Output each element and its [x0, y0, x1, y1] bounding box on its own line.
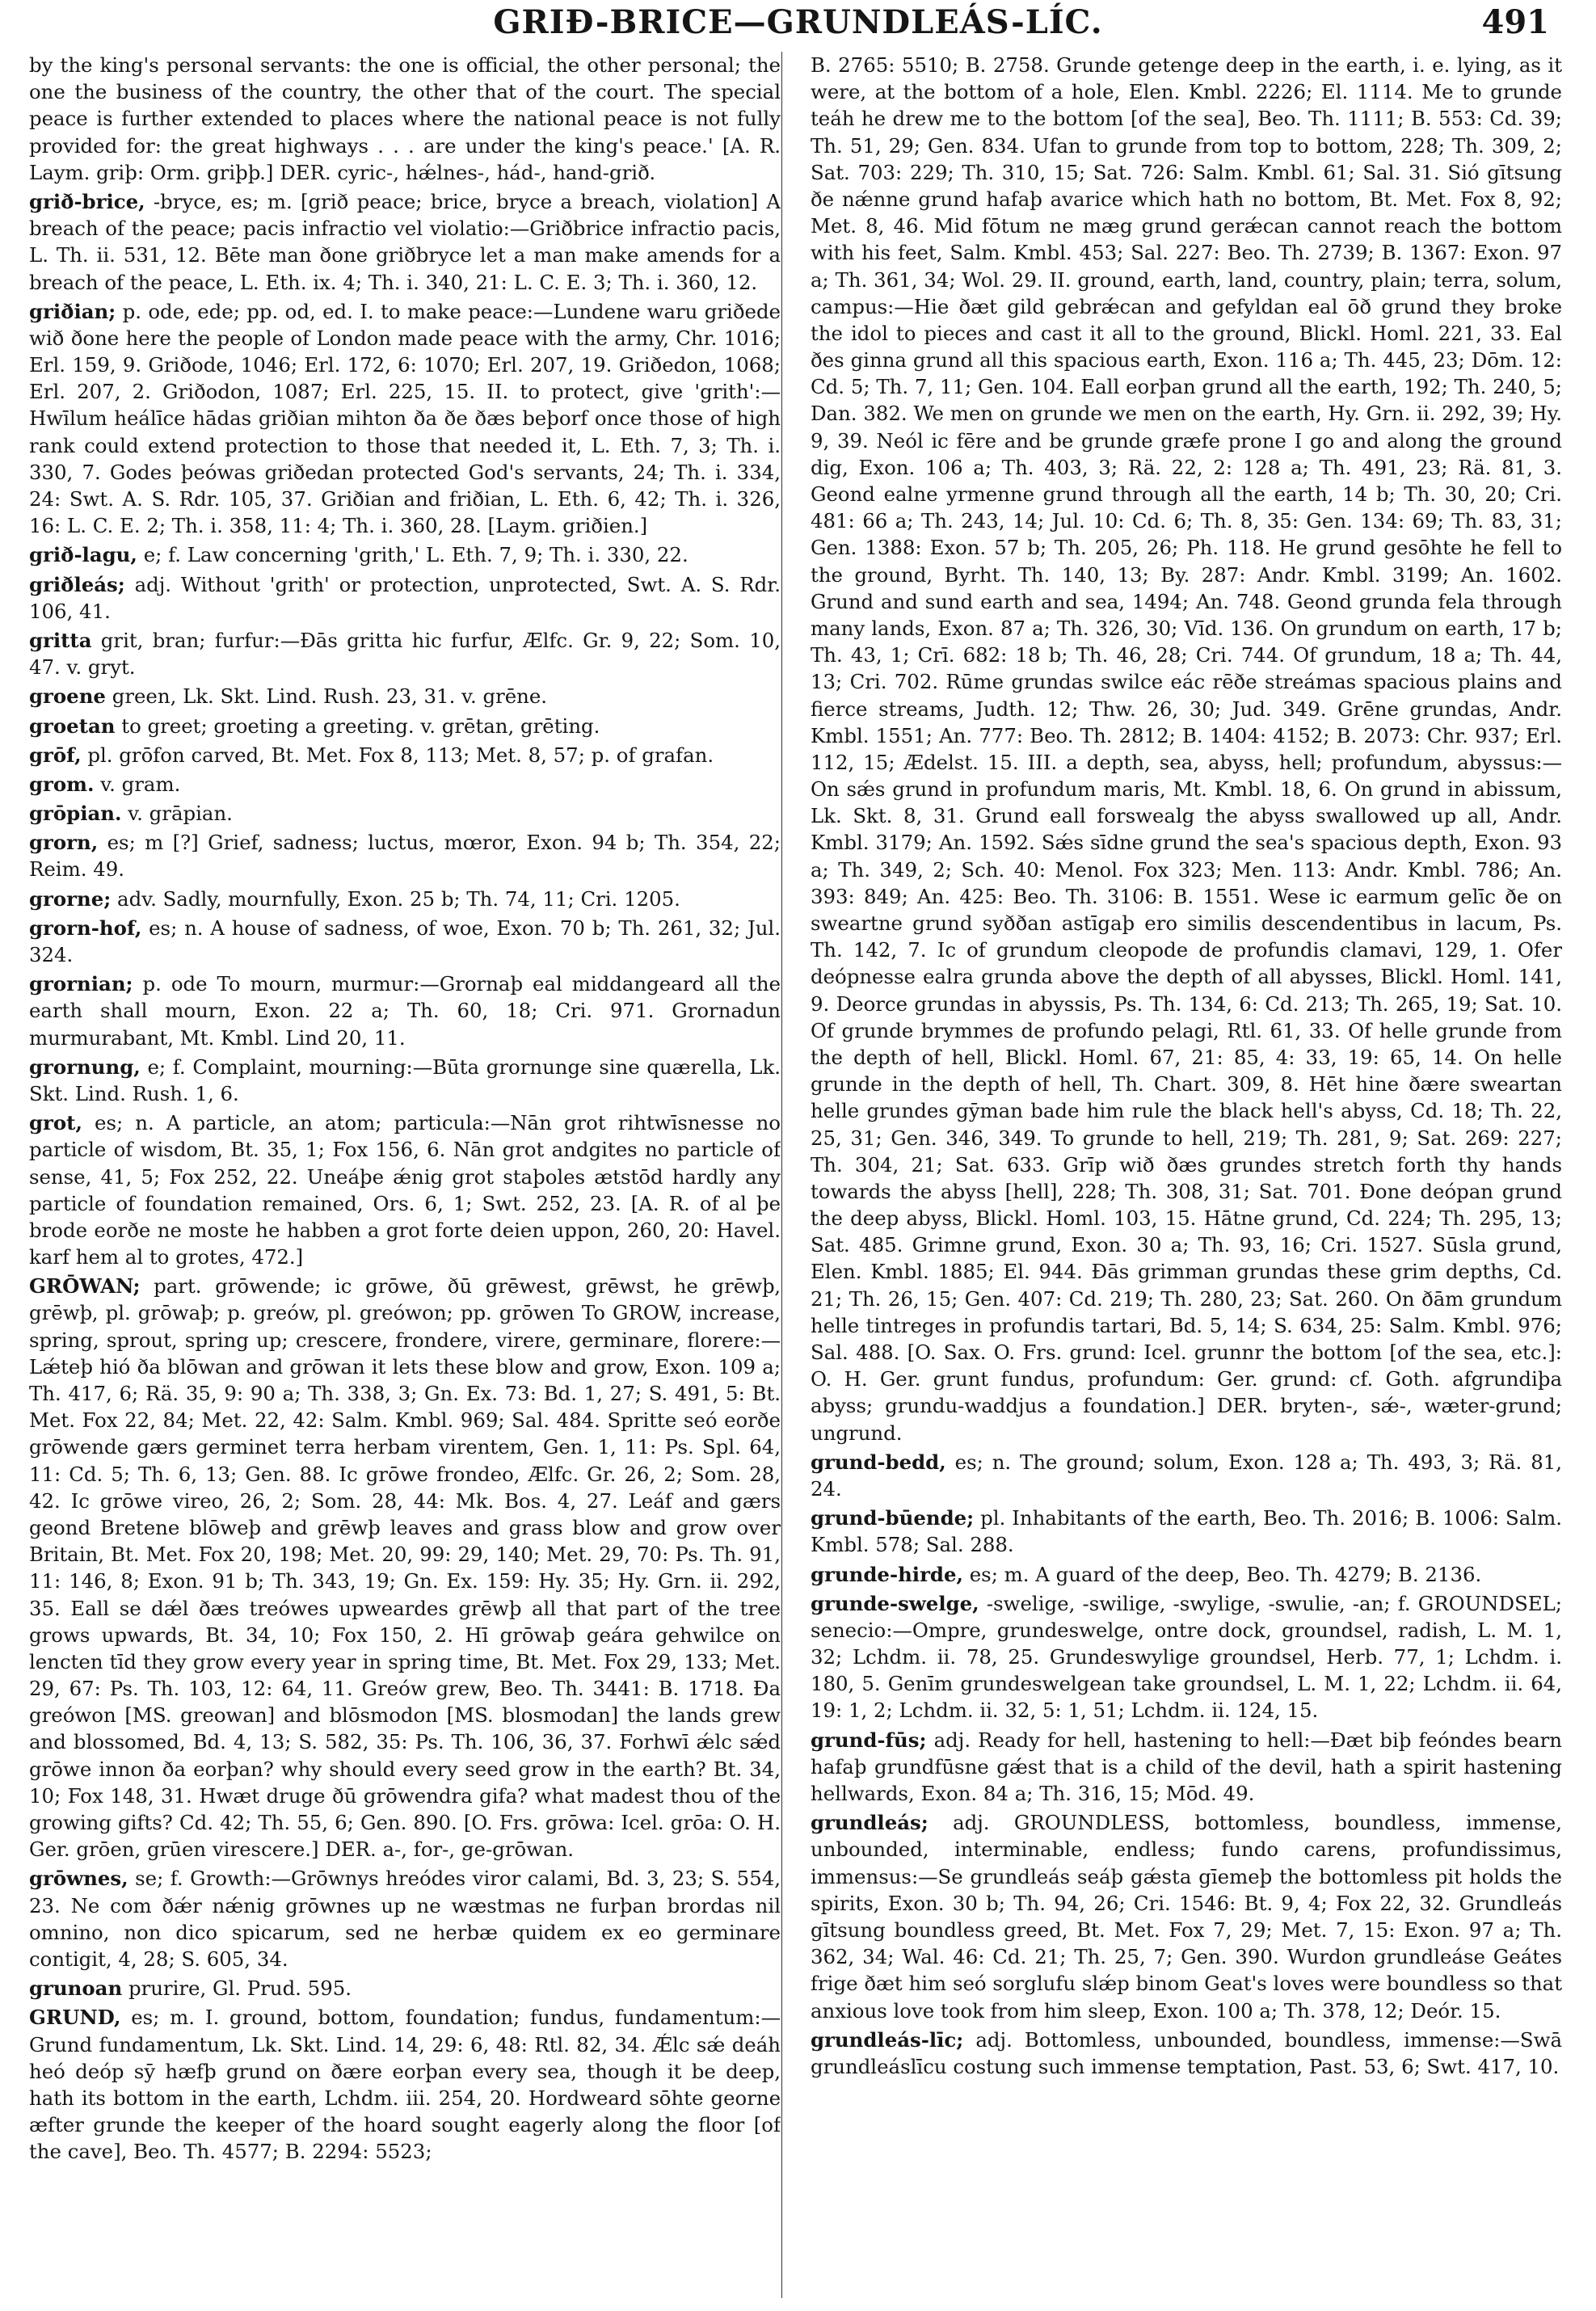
entry-text: to greet; groeting a greeting. v. grētan, grēting. — [121, 714, 600, 738]
page-number: 491 — [1481, 3, 1549, 41]
dictionary-entry — [29, 52, 781, 186]
dictionary-entry — [811, 52, 1562, 1446]
entry-headword: grōpian. — [29, 802, 122, 826]
entry-headword: grið-brice, — [29, 189, 145, 213]
column-divider — [781, 52, 782, 2298]
right-column — [811, 52, 1562, 2298]
entry-text: adj. Bottomless, unbounded, boundless, immense:—Swā grundleáslīcu costung such immense temptation, Past. 53, 6; Swt. 417, 10. — [811, 2027, 1562, 2078]
dictionary-entry — [811, 2027, 1562, 2080]
entry-headword: groetan — [29, 714, 116, 738]
entry-headword: grom. — [29, 772, 95, 796]
dictionary-entry — [29, 1054, 781, 1107]
dictionary-entry — [29, 742, 781, 768]
entry-headword: grornung, — [29, 1054, 141, 1079]
entry-headword: GRŌWAN; — [29, 1274, 141, 1299]
dictionary-entry — [29, 2004, 781, 2165]
dictionary-entry — [811, 1449, 1562, 1502]
entry-text: adv. Sadly, mournfully, Exon. 25 b; Th. 74, 11; Cri. 1205. — [117, 886, 680, 911]
entry-headword: grund-bedd, — [811, 1450, 946, 1474]
dictionary-entry — [29, 771, 781, 798]
entry-headword: grund-būende; — [811, 1506, 975, 1530]
entry-text: es; n. A particle, an atom; particula:—Nān grot rihtwīsnesse no particle of wisdom, Bt. 35, 1; Fox 156, 6. Nān grot andgites no particle of sense, 41, 5; Fox 252, 22. Uneáþe ǽnig grot staþoles ætstōd hardly any particle of foundation remained, Ors. 6, 1; Swt. 252, 23. [A. R. of al þe brode eorðe ne moste he habben a grot forte deien uppon, 260, 20: Havel. karf hem al to grotes, 472.] — [29, 1111, 781, 1269]
entry-text: es; n. A house of sadness, of woe, Exon. 70 b; Th. 261, 32; Jul. 324. — [29, 916, 781, 966]
entry-text: grit, bran; furfur:—Ðās gritta hic furfur, Ælfc. Gr. 9, 22; Som. 10, 47. v. gryt. — [29, 628, 781, 680]
entry-headword: grōwnes, — [29, 1867, 128, 1891]
page-header — [0, 0, 1596, 47]
dictionary-entry — [29, 713, 781, 739]
dictionary-entry — [29, 1109, 781, 1270]
dictionary-entry — [29, 571, 781, 625]
entry-headword: GRUND, — [29, 2006, 121, 2030]
dictionary-entry — [29, 683, 781, 709]
entry-text: part. grōwende; ic grōwe, ðū grēwest, grēwst, he grēwþ, grēwþ, pl. grōwaþ; p. greów, pl. greówon; pp. grōwen To GROW, increase, spring, sprout, spring up; crescere, frondere, virere, germinare, florere:—Lǽteþ hió ða blōwan and grōwan it lets these blow and grow, Exon. 109 a; Th. 417, 6; Rä. 35, 9: 90 a; Th. 338, 3; Gn. Ex. 73: Bd. 1, 27; S. 491, 5: Bt. Met. Fox 22, 84; Met. 22, 42: Salm. Kmbl. 969; Sal. 484. Spritte seó eorðe grōwende gærs germinet terra herbam virentem, Gen. 1, 11: Ps. Spl. 64, 11: Cd. 5; Th. 6, 13; Gen. 88. Ic grōwe frondeo, Ælfc. Gr. 26, 2; Som. 28, 42. Ic grōwe vireo, 26, 2; Som. 28, 44: Mk. Bos. 4, 27. Leáf and gærs geond Bretene blōweþ and grēwþ leaves and grass blow and grow over Britain, Bt. Met. Fox 20, 198; Met. 20, 99: 29, 140; Met. 29, 70: Ps. Th. 91, 11: 146, 8; Exon. 91 b; Th. 343, 19; Gn. Ex. 159: Hy. 35; Hy. Grn. ii. 292, 35. Eall se dǽl ðæs treówes upweardes grēwþ all that part of the tree grows upwards, Bt. 34, 10; Fox 150, 2. Hī grōwaþ geára gehwilce on lencten tīd they grow every year in spring time, Bt. Met. Fox 29, 133; Met. 29, 67: Ps. Th. 103, 12: 64, 11. Greów grew, Beo. Th. 3441: B. 1718. Ða greówon [MS. greowan] and blōsmodon [MS. blosmodan] the lands grew and blossomed, Bd. 4, 13; S. 582, 35: Ps. Th. 106, 36, 37. Forhwī ǽlc sǽd grōwe innon ða eorþan? why should every seed grow in the earth? Bt. 34, 10; Fox 148, 31. Hwæt druge ðū grōwendra gifa? what madest thou of the growing gifts? Cd. 42; Th. 55, 6; Gen. 890. [O. Frs. grōwa: Icel. grōa: O. H. Ger. grōen, grūen virescere.] DER. a-, for-, ge-grōwan. — [29, 1274, 781, 1862]
entry-headword: grundleás; — [811, 1811, 929, 1835]
running-title: GRIÐ-BRICE—GRUNDLEÁS-LÍC. — [493, 3, 1103, 41]
entry-text: B. 2765: 5510; B. 2758. Grunde getenge deep in the earth, i. e. lying, as it were, at the bottom of a hole, Elen. Kmbl. 2226; El. 1114. Me to grunde teáh he drew me to the bottom [of the sea], Beo. Th. 1111; B. 553: Cd. 39; Th. 51, 29; Gen. 834. Ufan to grunde from top to bottom, 228; Th. 309, 2; Sat. 703: 229; Th. 310, 15; Sat. 726: Salm. Kmbl. 61; Sal. 31. Sió gītsung ðe nǽnne grund hafaþ avarice which hath no bottom, Bt. Met. Fox 8, 92; Met. 8, 46. Mid fōtum ne mæg grund gerǽcan cannot reach the bottom with his feet, Salm. Kmbl. 453; Sal. 227: Beo. Th. 2739; B. 1367: Exon. 97 a; Th. 361, 34; Wol. 29. II. ground, earth, land, country, plain; terra, solum, campus:—Hie ðæt gild gebrǽcan and gefyldan eal ōð grund they broke the idol to pieces and cast it all to the ground, Blickl. Homl. 221, 33. Eal ðes ginna grund all this spacious earth, Exon. 116 a; Th. 445, 23; Dōm. 12: Cd. 5; Th. 7, 11; Gen. 104. Eall eorþan grund all the earth, 192; Th. 240, 5; Dan. 382. We men on grunde we men on the earth, Hy. Grn. ii. 292, 39; Hy. 9, 39. Neól ic fēre and be grunde græfe prone I go and along the ground dig, Exon. 106 a; Th. 403, 3; Rä. 22, 2: 128 a; Th. 491, 23; Rä. 81, 3. Geond ealne yrmenne grund through all the earth, 14 b; Th. 30, 20; Cri. 481: 66 a; Th. 243, 14; Jul. 10: Cd. 6; Th. 8, 35: Gen. 134: 69; Th. 83, 31; Gen. 1388: Exon. 57 b; Th. 205, 26; Ph. 118. He grund gesōhte he fell to the ground, Byrht. Th. 140, 13; By. 287: Andr. Kmbl. 3199; An. 1602. Grund and sund earth and sea, 1494; An. 748. Geond grunda fela through many lands, Exon. 87 a; Th. 326, 30; Vīd. 136. On grundum on earth, 17 b; Th. 43, 1; Crī. 682: 18 b; Th. 46, 28; Cri. 744. Of grundum, 18 a; Th. 44, 13; Cri. 702. Rūme grundas swilce eác rēðe streámas spacious plains and fierce streams, Judth. 12; Thw. 26, 30; Jud. 349. Grēne grundas, Andr. Kmbl. 1551; An. 777: Beo. Th. 2812; B. 1404: 4152; B. 2073: Chr. 937; Erl. 112, 15; Ædelst. 15. III. a depth, sea, abyss, hell; profundum, abyssus:—On sǽs grund in profundum maris, Mt. Kmbl. 18, 6. On grund in abissum, Lk. Skt. 8, 31. Grund eall forswealg the abyss swallowed up all, Andr. Kmbl. 3179; An. 1592. Sǽs sīdne grund the sea's spacious depth, Exon. 93 a; Th. 349, 2; Sch. 40: Menol. Fox 323; Men. 113: Andr. Kmbl. 786; An. 393: 849; An. 425: Beo. Th. 3106: B. 1551. Wese ic earmum gelīc ðe on sweartne grund syððan astīgaþ ero similis descendentibus in lacum, Ps. Th. 142, 7. Ic of grundum cleopode de profundis clamavi, 129, 1. Ofer deópnesse ealra grunda above the depth of all abysses, Blickl. Homl. 141, 9. Deorce grundas in abyssis, Ps. Th. 134, 6: Cd. 213; Th. 265, 19; Sat. 10. Of grunde brymmes de profundo pelagi, Rtl. 61, 33. Of helle grunde from the depth of hell, Blickl. Homl. 67, 21: 85, 4: 33, 19: 65, 14. On helle grunde in the depth of hell, Th. Chart. 309, 8. Hēt hine ðære sweartan helle grundes gȳman bade him rule the black hell's abyss, Cd. 18; Th. 22, 25, 31; Gen. 346, 349. To grunde to hell, 219; Th. 281, 9; Sat. 269: 227; Th. 304, 21; Sat. 633. Grīp wið ðæs grundes stretch forth thy hands towards the abyss [hell], 228; Th. 308, 31; Sat. 701. Ðone deópan grund the deep abyss, Blickl. Homl. 103, 15. Hātne grund, Cd. 224; Th. 295, 13; Sat. 485. Grimne grund, Exon. 30 a; Th. 93, 16; Cri. 1527. Sūsla grund, Elen. Kmbl. 1885; El. 944. Ðās grimman grundas these grim depths, Cd. 21; Th. 26, 15; Gen. 407: Cd. 219; Th. 280, 23; Sat. 260. On ðām grundum helle tintreges in profundis tartari, Bd. 5, 14; S. 634, 25: Salm. Kmbl. 976; Sal. 488. [O. Sax. O. Frs. grund: Icel. grunnr the bottom [of the sea, etc.]: O. H. Ger. grunt fundus, profundum: Ger. grund: cf. Goth. afgrundiþa abyss; grundu-waddjus a foundation.] DER. bryten-, sǽ-, wæter-grund; ungrund. — [811, 53, 1562, 1445]
entry-text: by the king's personal servants: the one is official, the other personal; the one the business of the country, the other that of the court. The special peace is further extended to places where the national peace is not fully provided for: the great highways . . . are under the king's peace.' [A. R. Laym. griþ: Orm. griþþ.] DER. cyric-, hǽlnes-, hád-, hand-grið. — [29, 53, 781, 184]
dictionary-entry — [811, 1590, 1562, 1724]
entry-headword: grōf, — [29, 743, 82, 767]
entry-headword: griðleás; — [29, 572, 125, 596]
entry-text: adj. Without 'grith' or protection, unprotected, Swt. A. S. Rdr. 106, 41. — [29, 572, 781, 623]
left-column — [29, 52, 781, 2298]
dictionary-entry — [29, 188, 781, 296]
entry-headword: grot, — [29, 1111, 82, 1135]
entry-text: adj. GROUNDLESS, bottomless, boundless, immense, unbounded, interminable, endless; fundo carens, profundissimus, immensus:—Se grundleás seáþ gǽsta gīemeþ the bottomless pit holds the spirits, Exon. 30 b; Th. 94, 26; Cri. 1546: Bt. 9, 4; Fox 22, 32. Grundleás gītsung boundless greed, Bt. Met. Fox 7, 29; Met. 7, 15: Exon. 97 a; Th. 362, 34; Wal. 46: Cd. 21; Th. 25, 7; Gen. 390. Wurdon grundleáse Geátes frige ðæt him seó sorglufu slǽp binom Geat's loves were boundless so that anxious love took from him sleep, Exon. 100 a; Th. 378, 12; Deór. 15. — [811, 1811, 1562, 2023]
entry-text: es; m [?] Grief, sadness; luctus, mœror, Exon. 94 b; Th. 354, 22; Reim. 49. — [29, 831, 781, 882]
entry-text: pl. grōfon carved, Bt. Met. Fox 8, 113; Met. 8, 57; p. of grafan. — [87, 743, 714, 767]
entry-text: es; n. The ground; solum, Exon. 128 a; Th. 493, 3; Rä. 81, 24. — [811, 1450, 1562, 1501]
entry-text: -bryce, es; m. [grið peace; brice, bryce a breach, violation] A breach of the peace; pacis infractio vel violatio:—Griðbrice infractio pacis, L. Th. ii. 531, 12. Bēte man ðone griðbryce let a man make amends for a breach of the peace, L. Eth. ix. 4; Th. i. 340, 21: L. C. E. 3; Th. i. 360, 12. — [29, 189, 781, 294]
dictionary-entry — [29, 541, 781, 568]
entry-headword: grorn, — [29, 831, 99, 855]
entry-headword: groene — [29, 684, 106, 709]
entry-headword: gritta — [29, 628, 92, 652]
entry-text: p. ode, ede; pp. od, ed. I. to make peace:—Lundene waru griðede wið ðone here the people of London made peace with the army, Chr. 1016; Erl. 159, 9. Griðode, 1046; Erl. 172, 6: 1070; Erl. 207, 19. Griðedon, 1068; Erl. 207, 2. Griðodon, 1087; Erl. 225, 15. II. to protect, give 'grith':—Hwīlum heálīce hādas griðian mihton ða ðe ðæs beþorf once those of high rank could extend protection to those that needed it, L. Eth. 7, 3; Th. i. 330, 7. Godes þeówas griðedan protected God's servants, 24; Th. i. 334, 24: Swt. A. S. Rdr. 105, 37. Griðian and friðian, L. Eth. 6, 42; Th. i. 326, 16: L. C. E. 2; Th. i. 358, 11: 4; Th. i. 360, 28. [Laym. griðien.] — [29, 299, 781, 538]
entry-text: v. grāpian. — [128, 802, 233, 826]
dictionary-entry — [29, 970, 781, 1051]
entry-text: v. gram. — [100, 772, 181, 796]
entry-text: es; m. A guard of the deep, Beo. Th. 4279; B. 2136. — [969, 1562, 1482, 1586]
dictionary-entry — [811, 1505, 1562, 1558]
entry-text: green, Lk. Skt. Lind. Rush. 23, 31. v. grēne. — [112, 684, 548, 709]
entry-text: -swelige, -swilige, -swylige, -swulie, -an; f. GROUNDSEL; senecio:—Ompre, grundeswelge, ontre dock, groundsel, radish, L. M. 1, 32; Lchdm. ii. 78, 25. Grundeswylige groundsel, Herb. 77, 1; Lchdm. i. 180, 5. Genīm grundeswelgean take groundsel, L. M. 1, 22; Lchdm. ii. 64, 19: 1, 2; Lchdm. ii. 32, 5: 1, 51; Lchdm. ii. 124, 15. — [811, 1591, 1562, 1723]
entry-headword: grund-fūs; — [811, 1728, 927, 1752]
entry-text: e; f. Law concerning 'grith,' L. Eth. 7, 9; Th. i. 330, 22. — [143, 543, 689, 567]
entry-headword: grið-lagu, — [29, 543, 137, 567]
entry-headword: grundleás-līc; — [811, 2027, 964, 2052]
dictionary-entry — [811, 1809, 1562, 2024]
entry-text: pl. Inhabitants of the earth, Beo. Th. 2016; B. 1006: Salm. Kmbl. 578; Sal. 288. — [811, 1506, 1562, 1557]
dictionary-entry — [29, 800, 781, 827]
entry-headword: grunoan — [29, 1976, 123, 2001]
dictionary-entry — [811, 1727, 1562, 1808]
entry-headword: grorne; — [29, 886, 112, 911]
entry-headword: grunde-swelge, — [811, 1591, 979, 1615]
entry-text: es; m. I. ground, bottom, foundation; fundus, fundamentum:—Grund fundamentum, Lk. Skt. Lind. 14, 29: 6, 48: Rtl. 82, 34. Ǽlc sǽ deáh heó deóp sȳ hæfþ grund on ðære eorþan every sea, though it be deep, hath its bottom in the earth, Lchdm. iii. 254, 20. Hordweard sōhte georne æfter grunde the keeper of the hoard sought eagerly along the floor [of the cave], Beo. Th. 4577; B. 2294: 5523; — [29, 2006, 781, 2164]
dictionary-entry — [29, 829, 781, 882]
dictionary-entry — [29, 298, 781, 540]
dictionary-entry — [29, 1865, 781, 1972]
dictionary-entry — [811, 1561, 1562, 1588]
entry-text: e; f. Complaint, mourning:—Būta grornunge sine quærella, Lk. Skt. Lind. Rush. 1, 6. — [29, 1054, 781, 1105]
entry-text: adj. Ready for hell, hastening to hell:—Ðæt biþ feóndes bearn hafaþ grundfūsne gǽst that is a child of the devil, hath a spirit hastening hellwards, Exon. 84 a; Th. 316, 15; Mōd. 49. — [811, 1728, 1562, 1805]
dictionary-entry — [29, 1273, 781, 1863]
dictionary-entry — [29, 915, 781, 968]
entry-text: se; f. Growth:—Grōwnys hreódes viror calami, Bd. 3, 23; S. 554, 23. Ne com ðǽr nǽnig grōwnes up ne wæstmas ne furþan brordas nil omnino, non dico spicarum, sed ne herbæ quidem ex eo germinare contigit, 4, 28; S. 605, 34. — [29, 1867, 781, 1971]
entry-text: prurire, Gl. Prud. 595. — [128, 1976, 352, 2001]
entry-headword: grunde-hirde, — [811, 1562, 963, 1586]
dictionary-entry — [29, 627, 781, 680]
dictionary-entry — [29, 1975, 781, 2002]
entry-headword: grornian; — [29, 972, 133, 996]
entry-text: p. ode To mourn, murmur:—Grornaþ eal middangeard all the earth shall mourn, Exon. 22 a; Th. 60, 18; Cri. 971. Grornadun murmurabant, Mt. Kmbl. Lind 20, 11. — [29, 972, 781, 1050]
dictionary-entry — [29, 886, 781, 912]
entry-headword: griðian; — [29, 299, 116, 323]
entry-headword: grorn-hof, — [29, 916, 142, 940]
